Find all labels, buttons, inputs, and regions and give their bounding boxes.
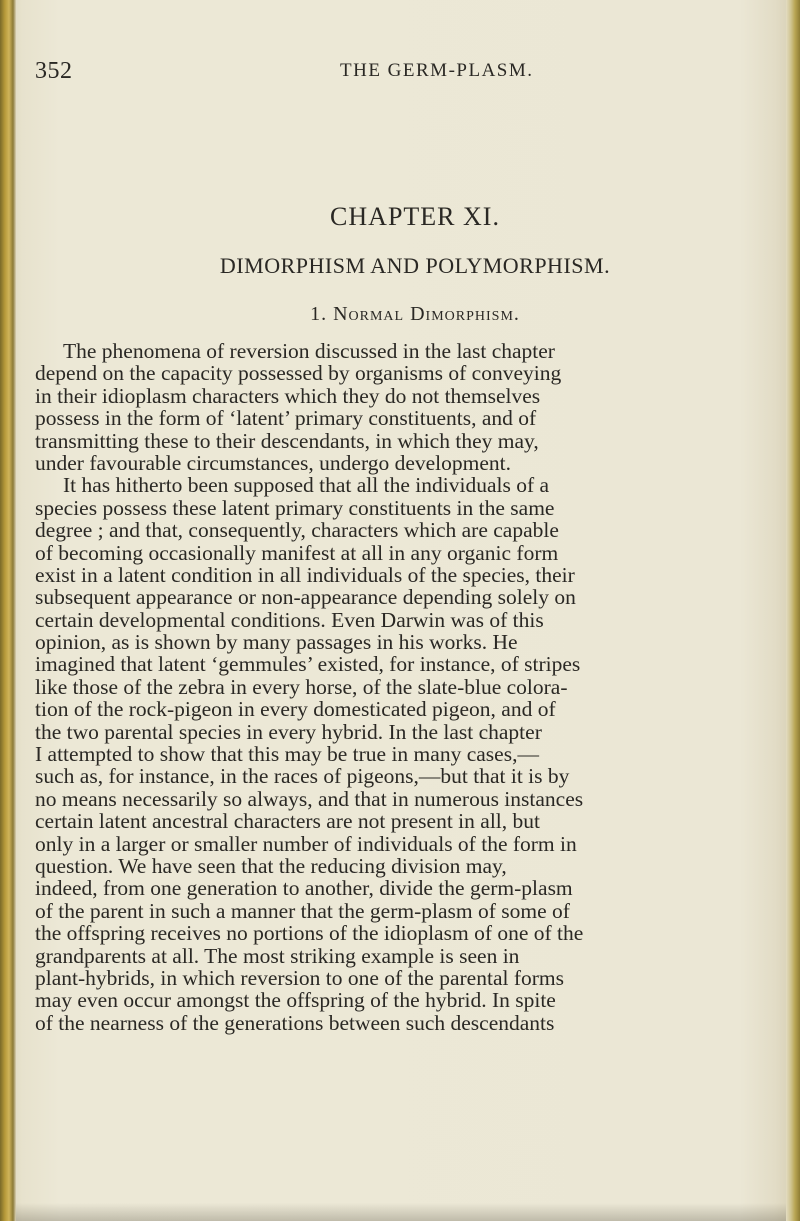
text-line: subsequent appearance or non-appearance depending solely on	[35, 585, 576, 610]
text-line: question. We have seen that the reducing division may,	[35, 853, 507, 878]
text-line: plant-hybrids, in which reversion to one of the parental forms	[35, 965, 564, 990]
text-line: species possess these latent primary constituents in the same	[35, 495, 555, 520]
text-line: certain developmental conditions. Even Darwin was of this	[35, 607, 544, 632]
text-line: the two parental species in every hybrid. In the last chapter	[35, 719, 542, 744]
text-line: possess in the form of ‘latent’ primary constituents, and of	[35, 406, 537, 431]
text-line: only in a larger or smaller number of individuals of the form in	[35, 831, 577, 856]
page-right-edge	[786, 0, 800, 1221]
text-line: such as, for instance, in the races of pigeons,—but that it is by	[35, 764, 570, 789]
text-line: no means necessarily so always, and that in numerous instances	[35, 786, 584, 811]
text-line: may even occur amongst the offspring of the hybrid. In spite	[35, 988, 556, 1013]
text-line: certain latent ancestral characters are not present in all, but	[35, 809, 540, 834]
body-text	[35, 340, 770, 1034]
text-line: indeed, from one generation to another, divide the germ-plasm	[35, 876, 573, 901]
text-line: of the nearness of the generations between such descendants	[35, 1010, 555, 1035]
text-line: under favourable circumstances, undergo development.	[35, 450, 512, 475]
text-line: I attempted to show that this may be true in many cases,—	[35, 742, 539, 767]
text-line: of the parent in such a manner that the germ-plasm of some of	[35, 898, 570, 923]
text-line: grandparents at all. The most striking example is seen in	[35, 943, 520, 968]
page-header	[0, 58, 800, 88]
text-line: of becoming occasionally manifest at all in any organic form	[35, 540, 559, 565]
text-line: transmitting these to their descendants, in which they may,	[35, 428, 539, 453]
text-line: the offspring receives no portions of the idioplasm of one of the	[35, 921, 584, 946]
page-binding-edge	[0, 0, 16, 1221]
text-line: exist in a latent condition in all individuals of the species, their	[35, 562, 575, 587]
text-line: tion of the rock-pigeon in every domesticated pigeon, and of	[35, 697, 556, 722]
chapter-title: CHAPTER XI.	[330, 202, 500, 231]
text-line: in their idioplasm characters which they do not themselves	[35, 383, 541, 408]
running-head: THE GERM-PLASM.	[340, 60, 534, 81]
chapter-heading: DIMORPHISM AND POLYMORPHISM.	[219, 253, 611, 278]
text-line: The phenomena of reversion discussed in the last chapter	[63, 339, 555, 363]
text-line: opinion, as is shown by many passages in his works. He	[35, 630, 518, 655]
text-line: like those of the zebra in every horse, of the slate-blue colora-	[35, 674, 568, 699]
text-line: degree ; and that, consequently, characters which are capable	[35, 518, 559, 543]
page-bottom-shadow	[16, 1203, 786, 1221]
text-line: depend on the capacity possessed by organisms of conveying	[35, 361, 562, 386]
subsection-title: 1. Normal Dimorphism.	[310, 303, 520, 325]
text-line: imagined that latent ‘gemmules’ existed, for instance, of stripes	[35, 652, 581, 677]
page-number: 352	[35, 58, 73, 84]
text-line: It has hitherto been supposed that all the individuals of a	[63, 473, 550, 498]
